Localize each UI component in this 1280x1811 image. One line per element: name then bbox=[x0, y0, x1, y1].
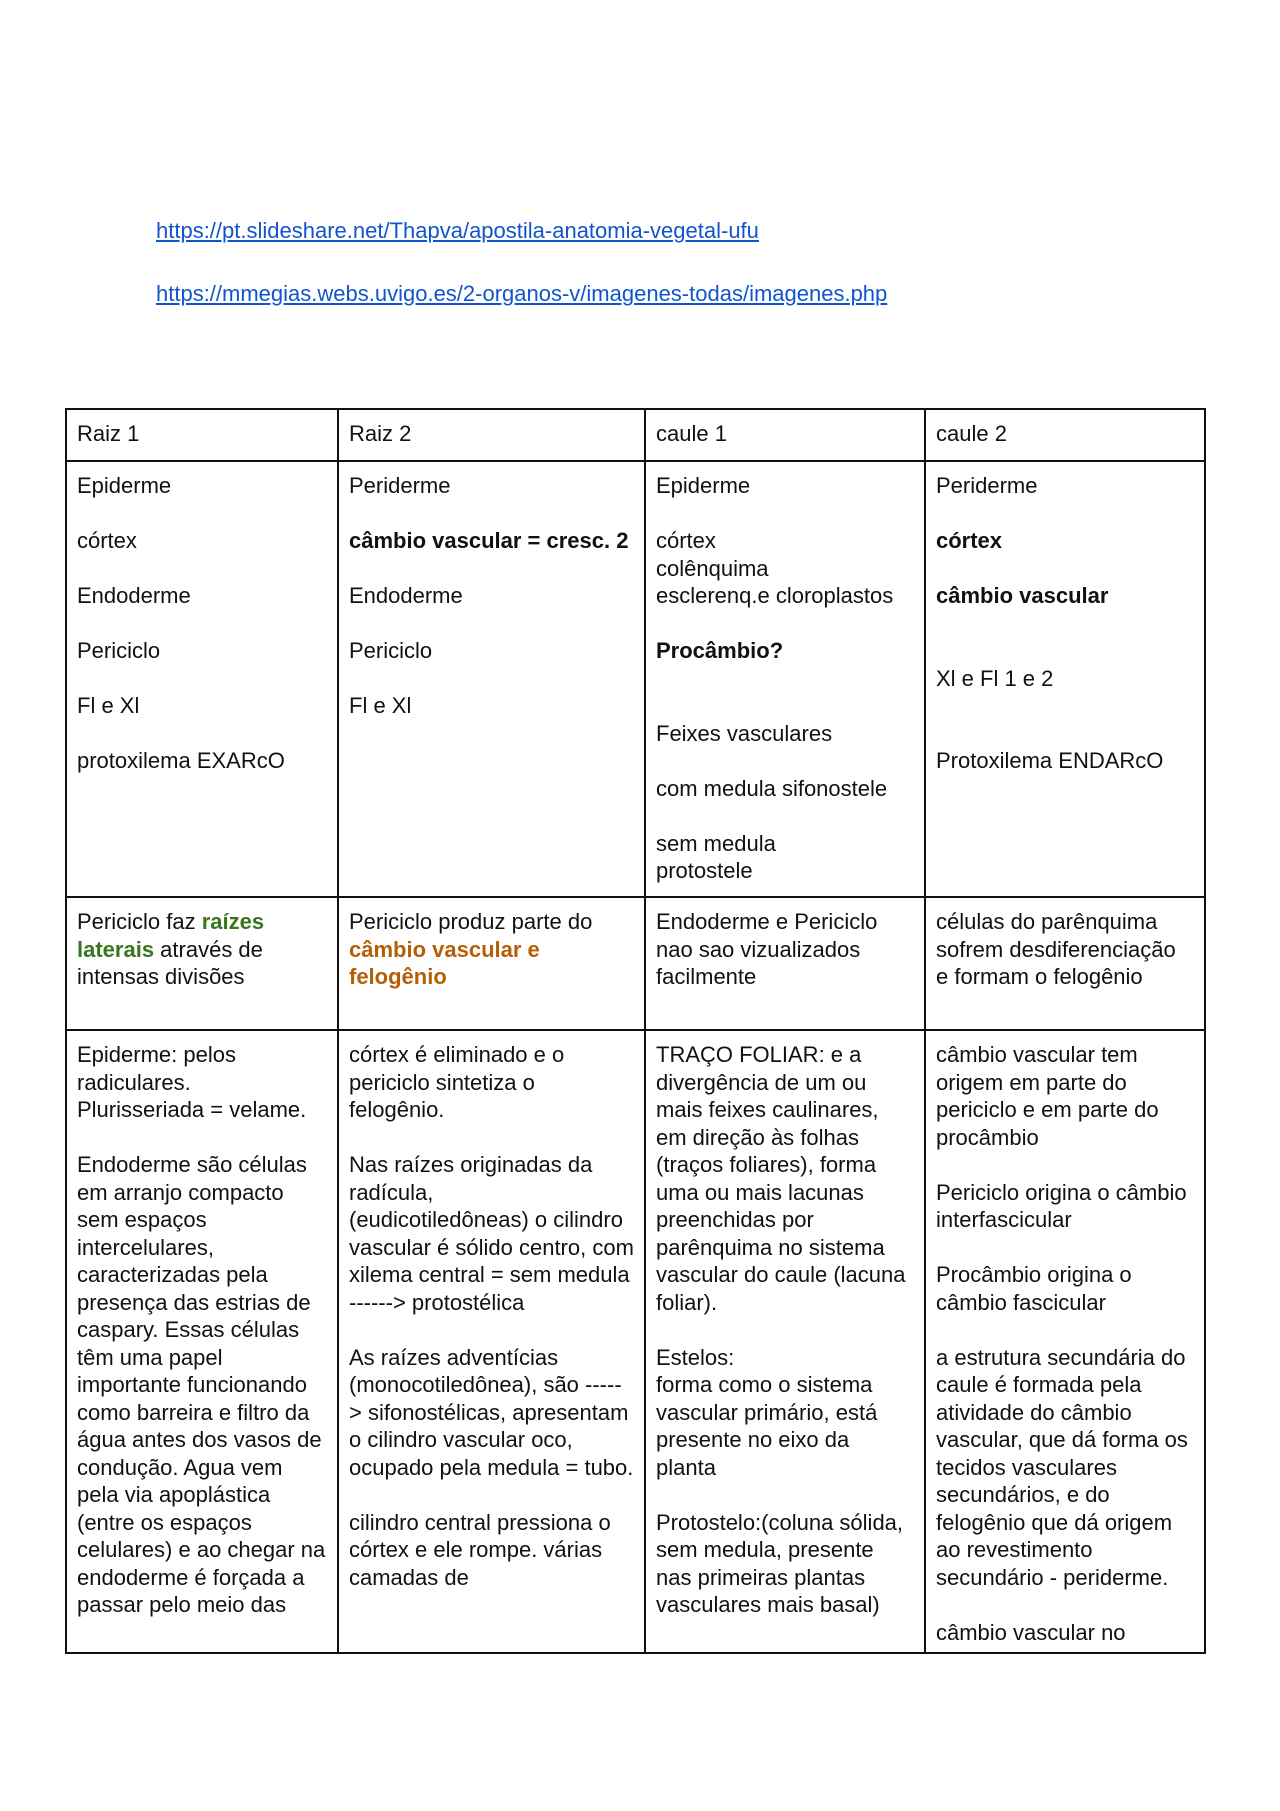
detail-paragraph: Protostelo:(coluna sólida, sem medula, presente nas primeiras plantas vasculares mais basal) bbox=[656, 1509, 904, 1617]
tissue-item: Periderme bbox=[936, 473, 1038, 498]
note-text: Periciclo faz bbox=[77, 909, 202, 934]
header-caule1: caule 1 bbox=[645, 409, 925, 461]
tissue-item: esclerenq.e cloroplastos bbox=[656, 583, 894, 608]
cell-raiz1-tissues bbox=[66, 461, 338, 897]
tissue-item: Protoxilema ENDARcO bbox=[936, 748, 1164, 773]
tissue-item: córtex bbox=[77, 528, 137, 553]
detail-paragraph: câmbio vascular no bbox=[936, 1619, 1126, 1645]
notes-row bbox=[66, 897, 1205, 1030]
anatomy-table bbox=[65, 408, 1206, 1654]
tissue-item-bold: câmbio vascular bbox=[936, 583, 1109, 608]
tissue-item: Fl e Xl bbox=[77, 693, 140, 718]
detail-paragraph: Periciclo origina o câmbio interfascicular bbox=[936, 1179, 1187, 1232]
link-mmegias[interactable]: https://mmegias.webs.uvigo.es/2-organos-v/imagenes-todas/imagenes.php bbox=[156, 281, 888, 306]
tissue-item: Fl e Xl bbox=[349, 693, 412, 718]
detail-paragraph: Endoderme são células em arranjo compacto sem espaços intercelulares, caracterizadas pela presença das estrias de caspary. Essas células têm uma papel importante funcionando como barreira e filtro da água antes dos vasos de condução. Agua vem pela via apoplástica (entre os espaços celulares) e ao chegar na endoderme é forçada a passar pelo meio das bbox=[77, 1152, 326, 1617]
cell-raiz1-details bbox=[66, 1030, 338, 1653]
tissue-item: Endoderme bbox=[77, 583, 191, 608]
detail-paragraph: As raízes adventícias (monocotiledônea), são -----> sifonostélicas, apresentam o cilindro vascular oco, ocupado pela medula = tubo. bbox=[349, 1344, 634, 1480]
cell-caule1-details bbox=[645, 1030, 925, 1653]
tissue-item-bold: Procâmbio? bbox=[656, 638, 784, 663]
details-row bbox=[66, 1030, 1205, 1653]
detail-paragraph: Estelos: bbox=[656, 1344, 735, 1370]
detail-paragraph: câmbio vascular tem origem em parte do periciclo e em parte do procâmbio bbox=[936, 1042, 1159, 1150]
tissue-item: córtex bbox=[656, 528, 716, 553]
cell-caule2-details bbox=[925, 1030, 1205, 1653]
tissue-item: Xl e Fl 1 e 2 bbox=[936, 665, 1054, 691]
tissue-item: sem medula bbox=[656, 830, 776, 856]
note-highlight: raízes laterais bbox=[77, 909, 265, 962]
note-highlight: câmbio vascular e felogênio bbox=[349, 936, 540, 989]
tissue-item: Periderme bbox=[349, 473, 451, 498]
header-raiz2: Raiz 2 bbox=[338, 409, 645, 461]
tissue-item-bold: córtex bbox=[936, 528, 1003, 553]
link-slideshare[interactable]: https://pt.slideshare.net/Thapva/apostila-anatomia-vegetal-ufu bbox=[156, 218, 759, 243]
tissue-item: protoxilema EXARcO bbox=[77, 748, 285, 773]
detail-paragraph: a estrutura secundária do caule é formada pela atividade do câmbio vascular, que dá forma os tecidos vasculares secundários, e do felogênio que dá origem ao revestimento secundário - periderme. bbox=[936, 1344, 1188, 1590]
detail-paragraph: Nas raízes originadas da radícula, bbox=[349, 1152, 593, 1205]
detail-paragraph: córtex é eliminado e o periciclo sintetiza o felogênio. bbox=[349, 1042, 565, 1122]
tissue-item: protostele bbox=[656, 858, 753, 883]
detail-paragraph: (eudicotiledôneas) o cilindro vascular é sólido centro, com bbox=[349, 1207, 634, 1260]
header-caule2: caule 2 bbox=[925, 409, 1205, 461]
detail-paragraph: Procâmbio origina o câmbio fascicular bbox=[936, 1262, 1132, 1315]
header-row bbox=[66, 409, 1205, 461]
reference-links bbox=[156, 218, 887, 344]
cell-caule2-tissues bbox=[925, 461, 1205, 897]
note-text: através de intensas divisões bbox=[77, 936, 263, 989]
detail-paragraph: cilindro central pressiona o córtex e ele rompe. várias camadas de bbox=[349, 1509, 611, 1590]
detail-paragraph: Plurisseriada = velame. bbox=[77, 1097, 307, 1122]
cell-raiz2-details bbox=[338, 1030, 645, 1653]
detail-paragraph: TRAÇO FOLIAR: e a divergência de um ou mais feixes caulinares, em direção às folhas (traços foliares), forma uma ou mais lacunas preenchidas por parênquima no sistema vascular do caule (lacuna foliar). bbox=[656, 1042, 906, 1315]
cell-caule2-note: células do parênquima sofrem desdiferenciação e formam o felogênio bbox=[925, 897, 1205, 1030]
tissues-row bbox=[66, 461, 1205, 897]
tissue-item: Feixes vasculares bbox=[656, 720, 833, 746]
cell-raiz1-note bbox=[66, 897, 338, 1030]
detail-paragraph: Epiderme: pelos radiculares. bbox=[77, 1042, 236, 1095]
cell-caule1-note: Endoderme e Periciclo nao sao vizualizados facilmente bbox=[645, 897, 925, 1030]
header-raiz1: Raiz 1 bbox=[66, 409, 338, 461]
tissue-item: Periciclo bbox=[349, 638, 433, 663]
tissue-item: com medula sifonostele bbox=[656, 775, 888, 801]
tissue-item: Endoderme bbox=[349, 583, 463, 608]
tissue-item: Periciclo bbox=[77, 638, 161, 663]
tissue-item-bold: câmbio vascular = cresc. 2 bbox=[349, 528, 629, 553]
detail-paragraph: xilema central = sem medula ------> protostélica bbox=[349, 1262, 630, 1315]
cell-raiz2-note bbox=[338, 897, 645, 1030]
cell-caule1-tissues bbox=[645, 461, 925, 897]
detail-paragraph: forma como o sistema vascular primário, está presente no eixo da planta bbox=[656, 1372, 878, 1480]
tissue-item: Epiderme bbox=[77, 473, 172, 498]
tissue-item: colênquima bbox=[656, 555, 769, 581]
tissue-item: Epiderme bbox=[656, 473, 751, 498]
note-text: Periciclo produz parte do bbox=[349, 909, 593, 934]
cell-raiz2-tissues bbox=[338, 461, 645, 897]
